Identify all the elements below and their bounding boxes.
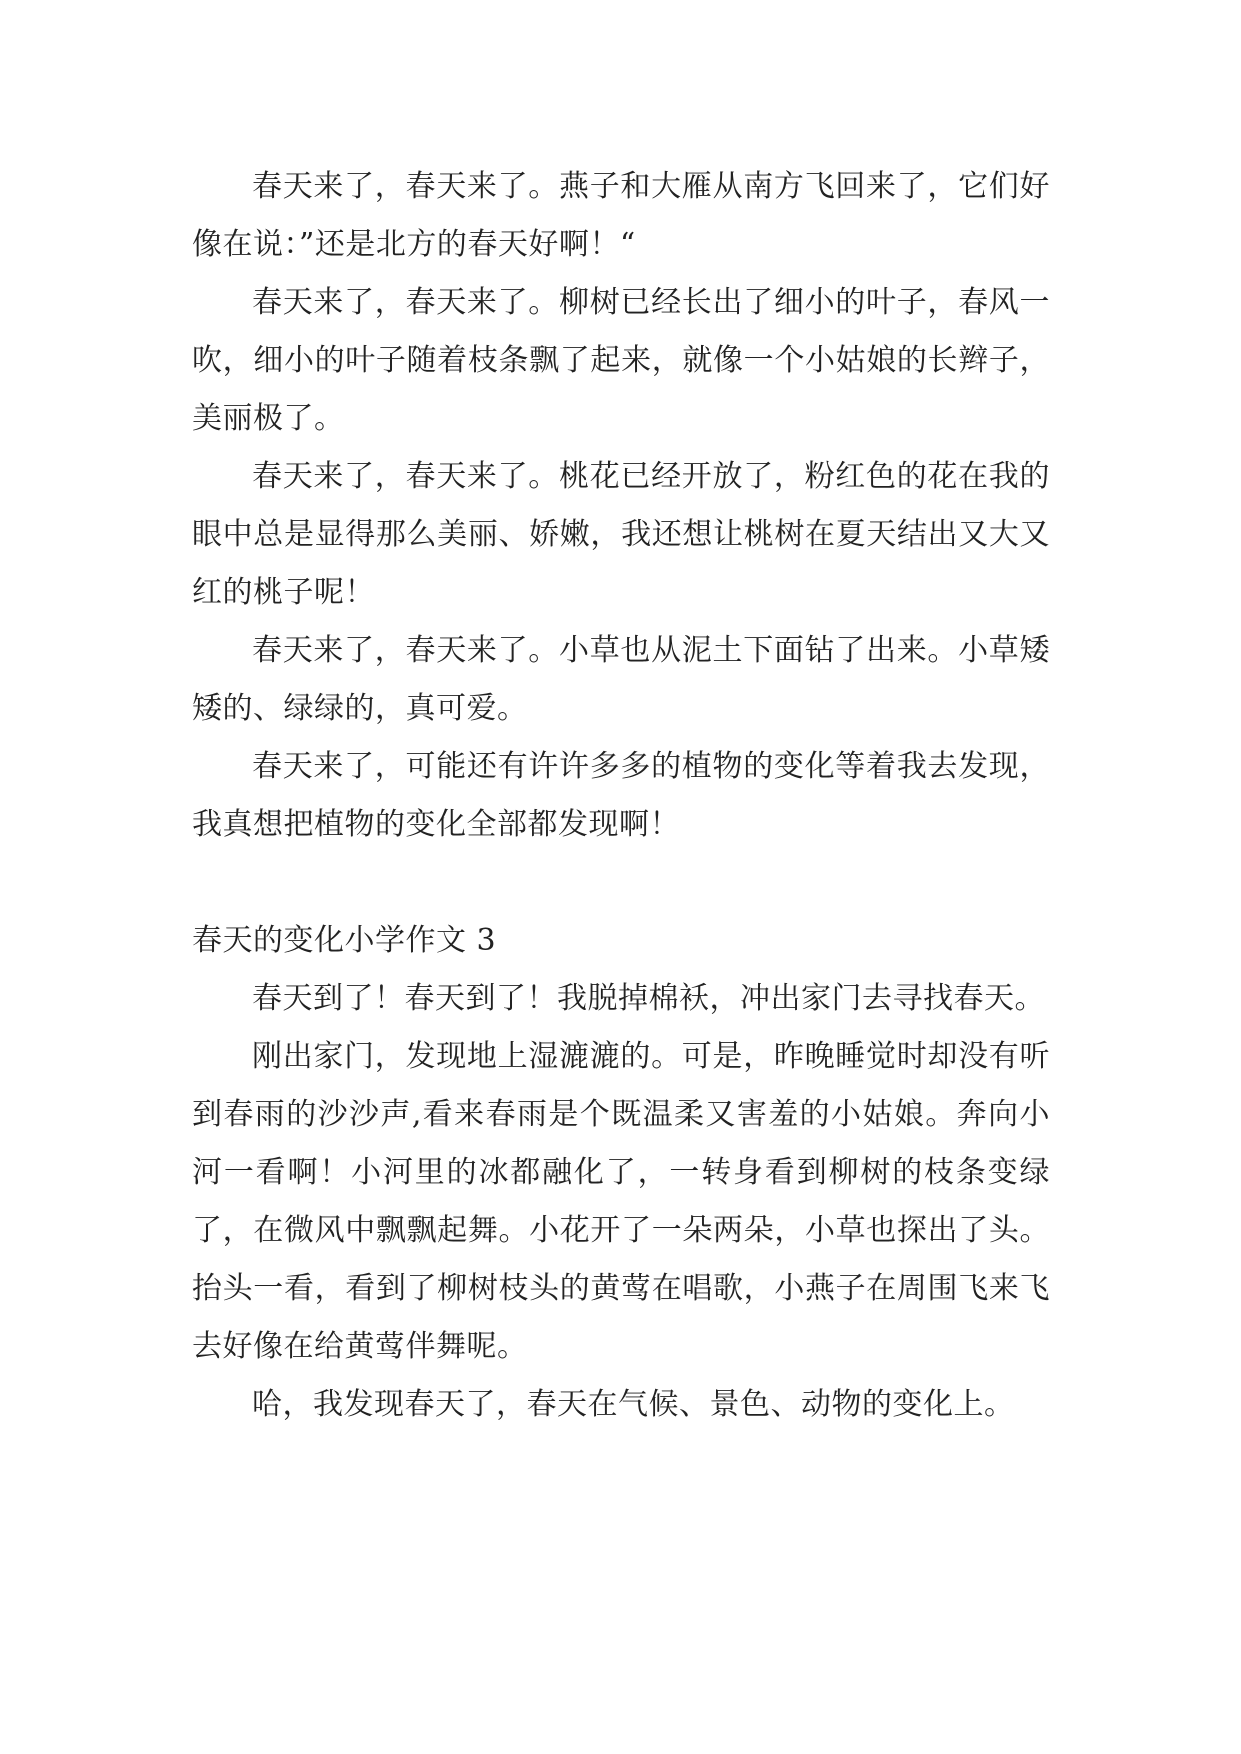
paragraph-swallows: 春天来了，春天来了。燕子和大雁从南方飞回来了，它们好像在说：”还是北方的春天好啊！“	[192, 169, 1050, 262]
paragraph-willow: 春天来了，春天来了。柳树已经长出了细小的叶子，春风一吹，细小的叶子随着枝条飘了起来，就像一个小姑娘的长辫子，美丽极了。	[192, 285, 1050, 436]
paragraph-outside: 刚出家门，发现地上湿漉漉的。可是，昨晚睡觉时却没有听到春雨的沙沙声,看来春雨是个既温柔又害羞的小姑娘。奔向小河一看啊！小河里的冰都融化了，一转身看到柳树的枝条变绿了，在微风中飘飘起舞。小花开了一朵两朵，小草也探出了头。抬头一看，看到了柳树枝头的黄莺在唱歌，小燕子在周围飞来飞去好像在给黄莺伴舞呢。	[192, 1039, 1050, 1364]
document-page	[192, 158, 1050, 1434]
paragraph-grass: 春天来了，春天来了。小草也从泥土下面钻了出来。小草矮矮的、绿绿的，真可爱。	[192, 633, 1050, 726]
paragraph-plants: 春天来了，可能还有许许多多的植物的变化等着我去发现，我真想把植物的变化全部都发现啊！	[192, 749, 1050, 842]
section-title: 春天的变化小学作文 3	[192, 923, 497, 958]
paragraph-spring-arrived: 春天到了！春天到了！我脱掉棉袄，冲出家门去寻找春天。	[252, 981, 1045, 1016]
paragraph-peach-blossom: 春天来了，春天来了。桃花已经开放了，粉红色的花在我的眼中总是显得那么美丽、娇嫩，我还想让桃树在夏天结出又大又红的桃子呢！	[192, 459, 1050, 610]
paragraph-conclusion: 哈，我发现春天了，春天在气候、景色、动物的变化上。	[252, 1387, 1015, 1422]
